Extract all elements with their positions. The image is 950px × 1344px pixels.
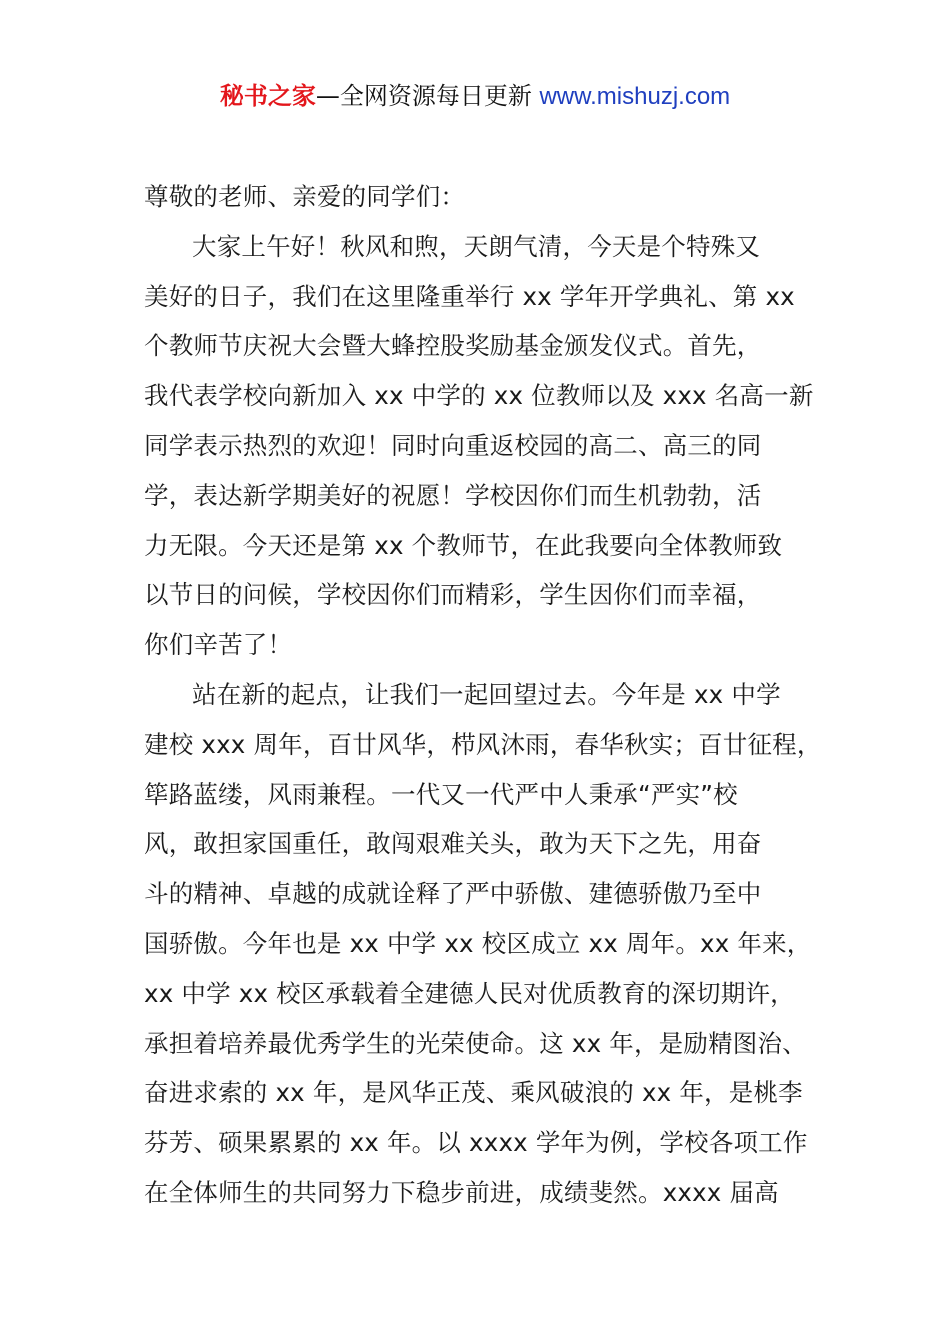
paragraph-line: 学，表达新学期美好的祝愿！学校因你们而生机勃勃，活	[144, 480, 762, 510]
paragraph-line: 芬芳、硕果累累的 xx 年。以 xxxx 学年为例，学校各项工作	[144, 1128, 808, 1158]
paragraph-line: 风，敢担家国重任，敢闯艰难关头，敢为天下之先，用奋	[144, 829, 762, 859]
paragraph-line: xx 中学 xx 校区承载着全建德人民对优质教育的深切期许，	[144, 978, 795, 1008]
salutation-line: 尊敬的老师、亲爱的同学们：	[144, 182, 466, 211]
paragraph-line: 大家上午好！秋风和煦，天朗气清，今天是个特殊又	[192, 231, 761, 261]
paragraph-line: 美好的日子，我们在这里隆重举行 xx 学年开学典礼、第 xx	[144, 281, 795, 311]
site-slogan: —全网资源每日更新	[315, 82, 540, 110]
site-header	[0, 78, 950, 115]
paragraph-line: 建校 xxx 周年，百廿风华，栉风沐雨，春华秋实；百廿征程，	[144, 729, 822, 759]
paragraph-line: 以节日的问候，学校因你们而精彩，学生因你们而幸福，	[144, 580, 762, 610]
paragraph-line: 力无限。今天还是第 xx 个教师节，在此我要向全体教师致	[144, 530, 783, 560]
paragraph-line: 筚路蓝缕，风雨兼程。一代又一代严中人秉承“严实”校	[144, 779, 738, 809]
paragraph-line: 斗的精神、卓越的成就诠释了严中骄傲、建德骄傲乃至中	[144, 879, 762, 909]
site-url-link[interactable]: www.mishuzj.com	[539, 83, 731, 110]
paragraph-line: 个教师节庆祝大会暨大蜂控股奖励基金颁发仪式。首先，	[144, 331, 762, 361]
paragraph-line: 你们辛苦了！	[144, 630, 293, 660]
paragraph-line: 在全体师生的共同努力下稳步前进，成绩斐然。xxxx 届高	[144, 1177, 779, 1207]
site-brand: 秘书之家	[219, 82, 316, 110]
paragraph-line: 承担着培养最优秀学生的光荣使命。这 xx 年，是励精图治、	[144, 1028, 807, 1058]
paragraph-line: 国骄傲。今年也是 xx 中学 xx 校区成立 xx 周年。xx 年来，	[144, 928, 812, 958]
paragraph-line: 同学表示热烈的欢迎！同时向重返校园的高二、高三的同	[144, 430, 762, 460]
document-body	[144, 172, 834, 1218]
paragraph-line: 站在新的起点，让我们一起回望过去。今年是 xx 中学	[192, 679, 781, 709]
paragraph-line: 我代表学校向新加入 xx 中学的 xx 位教师以及 xxx 名高一新	[144, 381, 814, 411]
paragraph-line: 奋进求索的 xx 年，是风华正茂、乘风破浪的 xx 年，是桃李	[144, 1078, 803, 1108]
